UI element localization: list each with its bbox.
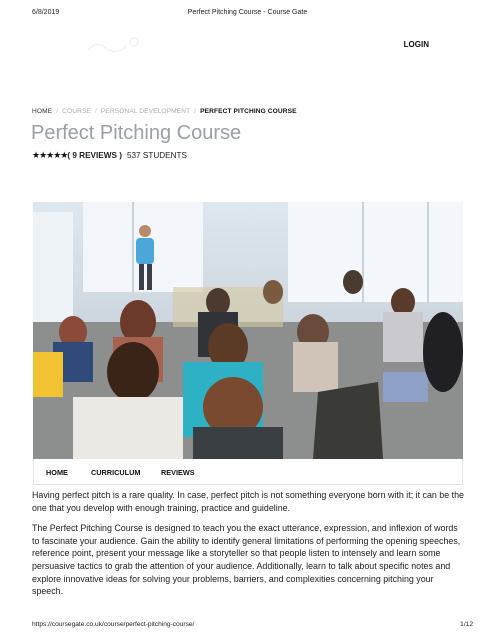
description-paragraph: The Perfect Pitching Course is designed to teach you the exact utterance, expression, and inflexion of words to fascinate your audience. Gain the ability to identify general limitations of performing the opening speeches, reference point, present your message like a storyteller so that people listen to intensely and learn some persuasive tactics to grab the attention of your audience. Additionally, learn to talk about specific notes and explore innovative ideas for solving your problems, barriers, and complexities concerning pitching your speech. xyxy=(32,523,461,597)
breadcrumb-course[interactable]: COURSE xyxy=(62,108,91,115)
course-description xyxy=(32,489,464,606)
breadcrumb-separator: / xyxy=(194,108,197,115)
breadcrumb-separator: / xyxy=(94,108,97,115)
course-tabs xyxy=(33,459,463,485)
print-page-number: 1/12 xyxy=(460,621,473,628)
description-paragraph: Having perfect pitch is a rare quality. In case, perfect pitch is not something everyone born with it; it can be the one that you develop with enough training, practice and guideline. xyxy=(32,490,464,513)
course-rating xyxy=(32,150,187,161)
breadcrumb xyxy=(32,108,297,115)
rating-stars-icon: ★★★★★ xyxy=(32,150,68,160)
breadcrumb-home[interactable]: HOME xyxy=(32,108,53,115)
breadcrumb-personal-development[interactable]: PERSONAL DEVELOPMENT xyxy=(100,108,191,115)
print-title: Perfect Pitching Course - Course Gate xyxy=(187,9,308,16)
tab-reviews[interactable]: REVIEWS xyxy=(161,468,195,477)
site-header xyxy=(0,30,495,60)
logo-mark-icon xyxy=(86,36,146,54)
breadcrumb-separator: / xyxy=(56,108,59,115)
tab-home[interactable]: HOME xyxy=(46,468,68,477)
students-count: 537 STUDENTS xyxy=(126,151,187,160)
print-footer xyxy=(0,621,495,633)
breadcrumb-current: PERFECT PITCHING COURSE xyxy=(200,108,297,115)
page-title: Perfect Pitching Course xyxy=(31,122,242,144)
site-logo[interactable] xyxy=(86,36,146,54)
reviews-count[interactable]: ( 9 REVIEWS ) xyxy=(67,151,122,160)
tab-curriculum[interactable]: CURRICULUM xyxy=(91,468,141,477)
classroom-photo-icon xyxy=(33,202,463,459)
course-hero-image xyxy=(33,202,463,459)
print-header xyxy=(0,9,495,21)
print-url: https://coursegate.co.uk/course/perfect-pitching-course/ xyxy=(32,621,195,628)
login-link[interactable]: LOGIN xyxy=(403,40,429,49)
print-date: 6/8/2019 xyxy=(32,9,60,16)
